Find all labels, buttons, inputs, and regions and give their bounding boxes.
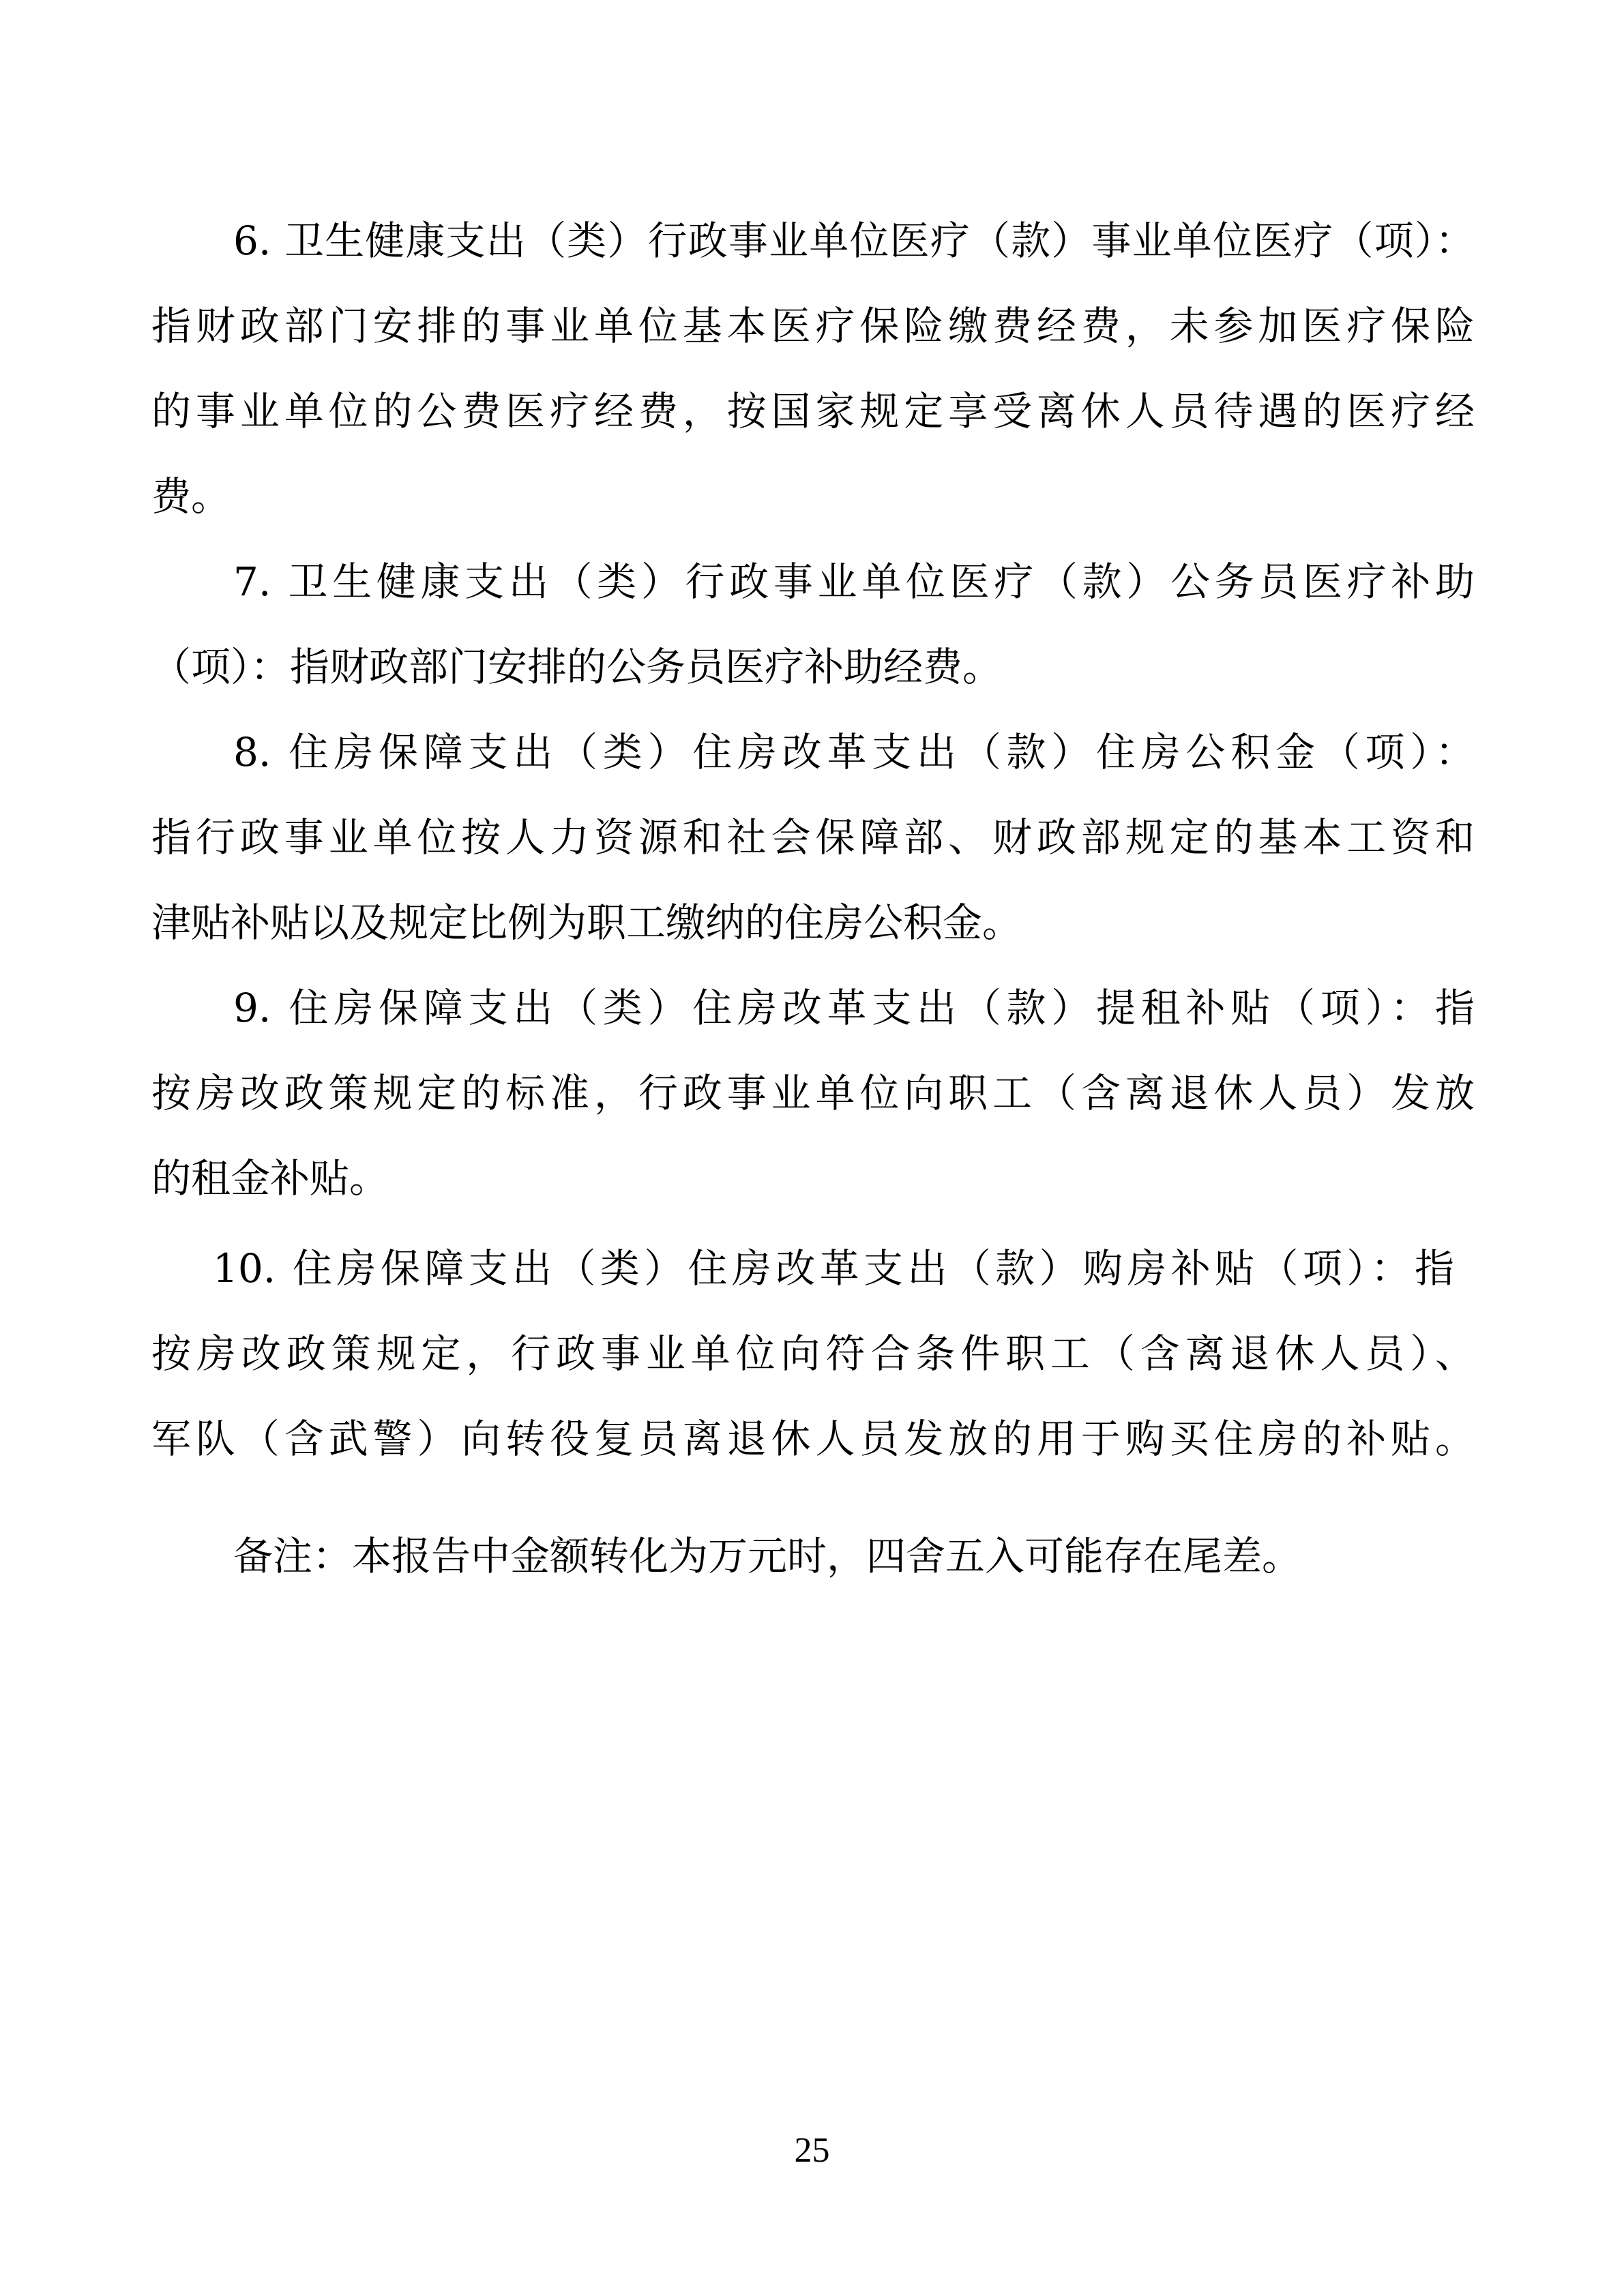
item-7-line-1: 7. 卫生健康支出（类）行政事业单位医疗（款）公务员医疗补助 <box>233 558 1475 605</box>
page-number: 25 <box>794 2131 830 2170</box>
item-8-line-3: 津贴补贴以及规定比例为职工缴纳的住房公积金。 <box>151 899 1022 946</box>
item-8-line-2: 指行政事业单位按人力资源和社会保障部、财政部规定的基本工资和 <box>151 814 1475 861</box>
item-7-line-2: （项）：指财政部门安排的公务员医疗补助经费。 <box>151 644 1003 690</box>
item-6-line-3: 的事业单位的公费医疗经费，按国家规定享受离休人员待遇的医疗经 <box>151 388 1475 434</box>
item-9-line-2: 按房改政策规定的标准，行政事业单位向职工（含离退休人员）发放 <box>151 1070 1475 1116</box>
item-9-line-3: 的租金补贴。 <box>151 1155 389 1202</box>
item-10-line-2: 按房改政策规定，行政事业单位向符合条件职工（含离退休人员）、 <box>151 1330 1475 1377</box>
item-10-line-1: 10. 住房保障支出（类）住房改革支出（款）购房补贴（项）：指 <box>213 1245 1454 1292</box>
item-10-line-3: 军队（含武警）向转役复员离退休人员发放的用于购买住房的补贴。 <box>151 1416 1475 1462</box>
item-6-line-1: 6. 卫生健康支出（类）行政事业单位医疗（款）事业单位医疗（项）： <box>233 218 1475 264</box>
item-6-line-2: 指财政部门安排的事业单位基本医疗保险缴费经费，未参加医疗保险 <box>151 303 1475 349</box>
item-9-line-1: 9. 住房保障支出（类）住房改革支出（款）提租补贴（项）：指 <box>233 985 1475 1031</box>
item-6-line-4: 费。 <box>151 473 231 520</box>
remark-note: 备注：本报告中金额转化为万元时，四舍五入可能存在尾差。 <box>233 1533 1302 1579</box>
item-8-line-1: 8. 住房保障支出（类）住房改革支出（款）住房公积金（项）： <box>233 729 1475 775</box>
